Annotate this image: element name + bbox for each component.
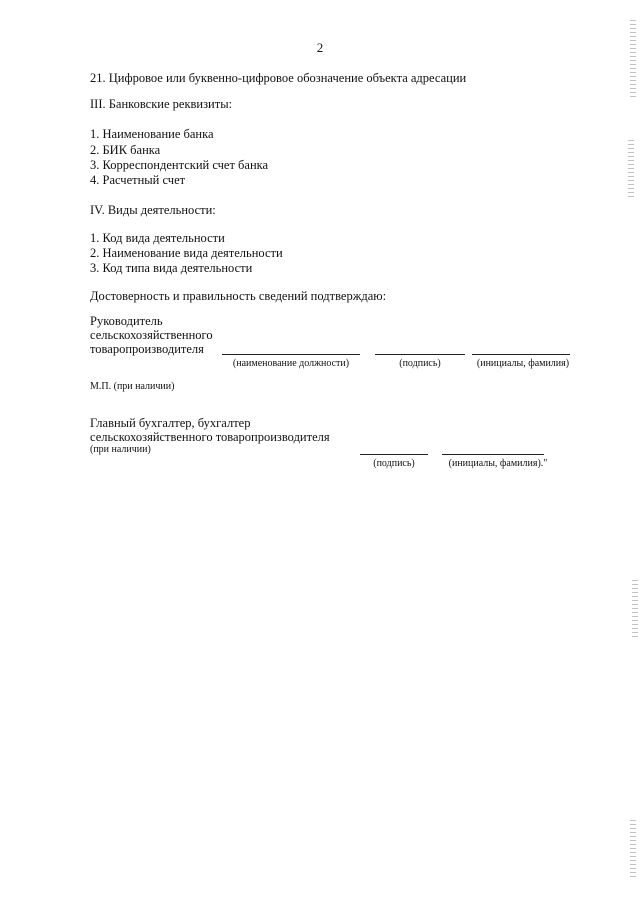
item-21: 21. Цифровое или буквенно-цифровое обозначение объекта адресации bbox=[90, 71, 467, 85]
position-caption: (наименование должности) bbox=[232, 358, 350, 369]
initials-line bbox=[472, 354, 570, 355]
page-number: 2 bbox=[316, 40, 324, 55]
activity-item: 3. Код типа вида деятельности bbox=[90, 261, 253, 275]
accountant-initials-caption: (инициалы, фамилия)." bbox=[448, 458, 548, 469]
accountant-initials-line bbox=[442, 454, 544, 455]
head-title-line: сельскохозяйственного bbox=[90, 328, 213, 342]
accountant-title-line: сельскохозяйственного товаропроизводителя bbox=[90, 430, 330, 444]
activity-item: 2. Наименование вида деятельности bbox=[90, 246, 283, 260]
position-line bbox=[222, 354, 360, 355]
initials-caption: (инициалы, фамилия) bbox=[476, 358, 570, 369]
accountant-title-line: Главный бухгалтер, бухгалтер bbox=[90, 416, 251, 430]
bank-item: 3. Корреспондентский счет банка bbox=[90, 158, 269, 172]
accountant-note: (при наличии) bbox=[90, 444, 151, 455]
scan-edge-mark bbox=[628, 140, 634, 200]
scan-edge-mark bbox=[632, 580, 638, 640]
bank-item: 4. Расчетный счет bbox=[90, 173, 186, 187]
activity-item: 1. Код вида деятельности bbox=[90, 231, 225, 245]
signature-caption: (подпись) bbox=[399, 358, 441, 369]
bank-item: 1. Наименование банка bbox=[90, 127, 214, 141]
scan-edge-mark bbox=[630, 820, 636, 880]
signature-line bbox=[375, 354, 465, 355]
head-title-line: Руководитель bbox=[90, 314, 163, 328]
confirm-text: Достоверность и правильность сведений подтверждаю: bbox=[90, 289, 387, 303]
bank-heading: III. Банковские реквизиты: bbox=[90, 97, 233, 111]
bank-item: 2. БИК банка bbox=[90, 143, 161, 157]
accountant-signature-line bbox=[360, 454, 428, 455]
accountant-signature-caption: (подпись) bbox=[373, 458, 415, 469]
activity-heading: IV. Виды деятельности: bbox=[90, 203, 216, 217]
stamp-note: М.П. (при наличии) bbox=[90, 381, 175, 392]
scan-edge-mark bbox=[630, 20, 636, 100]
head-title-line: товаропроизводителя bbox=[90, 342, 204, 356]
